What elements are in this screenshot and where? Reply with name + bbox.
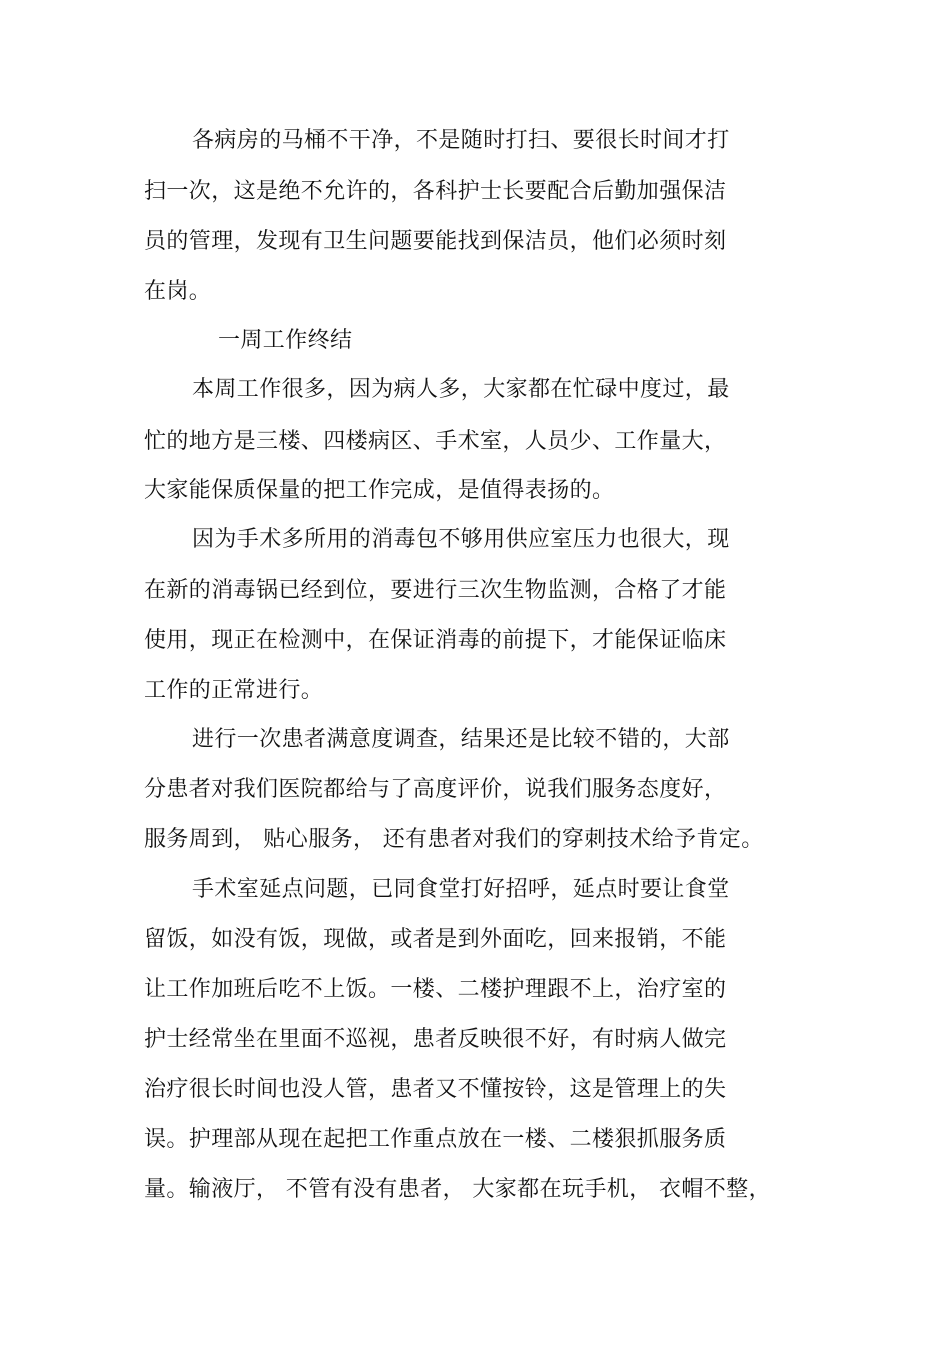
- text-line: 本周工作很多，因为病人多，大家都在忙碌中度过，最: [192, 377, 730, 402]
- text-line: 使用，现正在检测中，在保证消毒的前提下，才能保证临床: [144, 628, 727, 653]
- text-line: 护士经常坐在里面不巡视，患者反映很不好，有时病人做完: [144, 1027, 727, 1052]
- text-line: 让工作加班后吃不上饭。一楼、二楼护理跟不上，治疗室的: [144, 977, 727, 1002]
- text-line: 留饭，如没有饭，现做，或者是到外面吃，回来报销，不能: [144, 927, 727, 952]
- text-line: 扫一次，这是绝不允许的，各科护士长要配合后勤加强保洁: [144, 179, 727, 204]
- text-line: 大家能保质保量的把工作完成，是值得表扬的。: [144, 478, 615, 503]
- text-line: 各病房的马桶不干净，不是随时打扫、要很长时间才打: [192, 128, 730, 153]
- text-line: 忙的地方是三楼、四楼病区、手术室，人员少、工作量大，: [144, 429, 727, 454]
- text-line: 服务周到， 贴心服务， 还有患者对我们的穿刺技术给予肯定。: [144, 827, 764, 852]
- text-line: 因为手术多所用的消毒包不够用供应室压力也很大，现: [192, 527, 730, 552]
- text-line: 分患者对我们医院都给与了高度评价，说我们服务态度好，: [144, 777, 727, 802]
- text-line: 在岗。: [144, 279, 212, 304]
- section-heading: 一周工作终结: [218, 328, 353, 353]
- text-line: 进行一次患者满意度调查，结果还是比较不错的，大部: [192, 727, 730, 752]
- text-line: 治疗很长时间也没人管，患者又不懂按铃，这是管理上的失: [144, 1077, 727, 1102]
- text-line: 误。护理部从现在起把工作重点放在一楼、二楼狠抓服务质: [144, 1127, 727, 1152]
- text-line: 员的管理，发现有卫生问题要能找到保洁员，他们必须时刻: [144, 229, 727, 254]
- text-line: 在新的消毒锅已经到位，要进行三次生物监测，合格了才能: [144, 578, 727, 603]
- text-line: 工作的正常进行。: [144, 678, 324, 703]
- text-line: 量。输液厅， 不管有没有患者， 大家都在玩手机， 衣帽不整，: [144, 1177, 771, 1202]
- text-line: 手术室延点问题，已同食堂打好招呼，延点时要让食堂: [192, 877, 730, 902]
